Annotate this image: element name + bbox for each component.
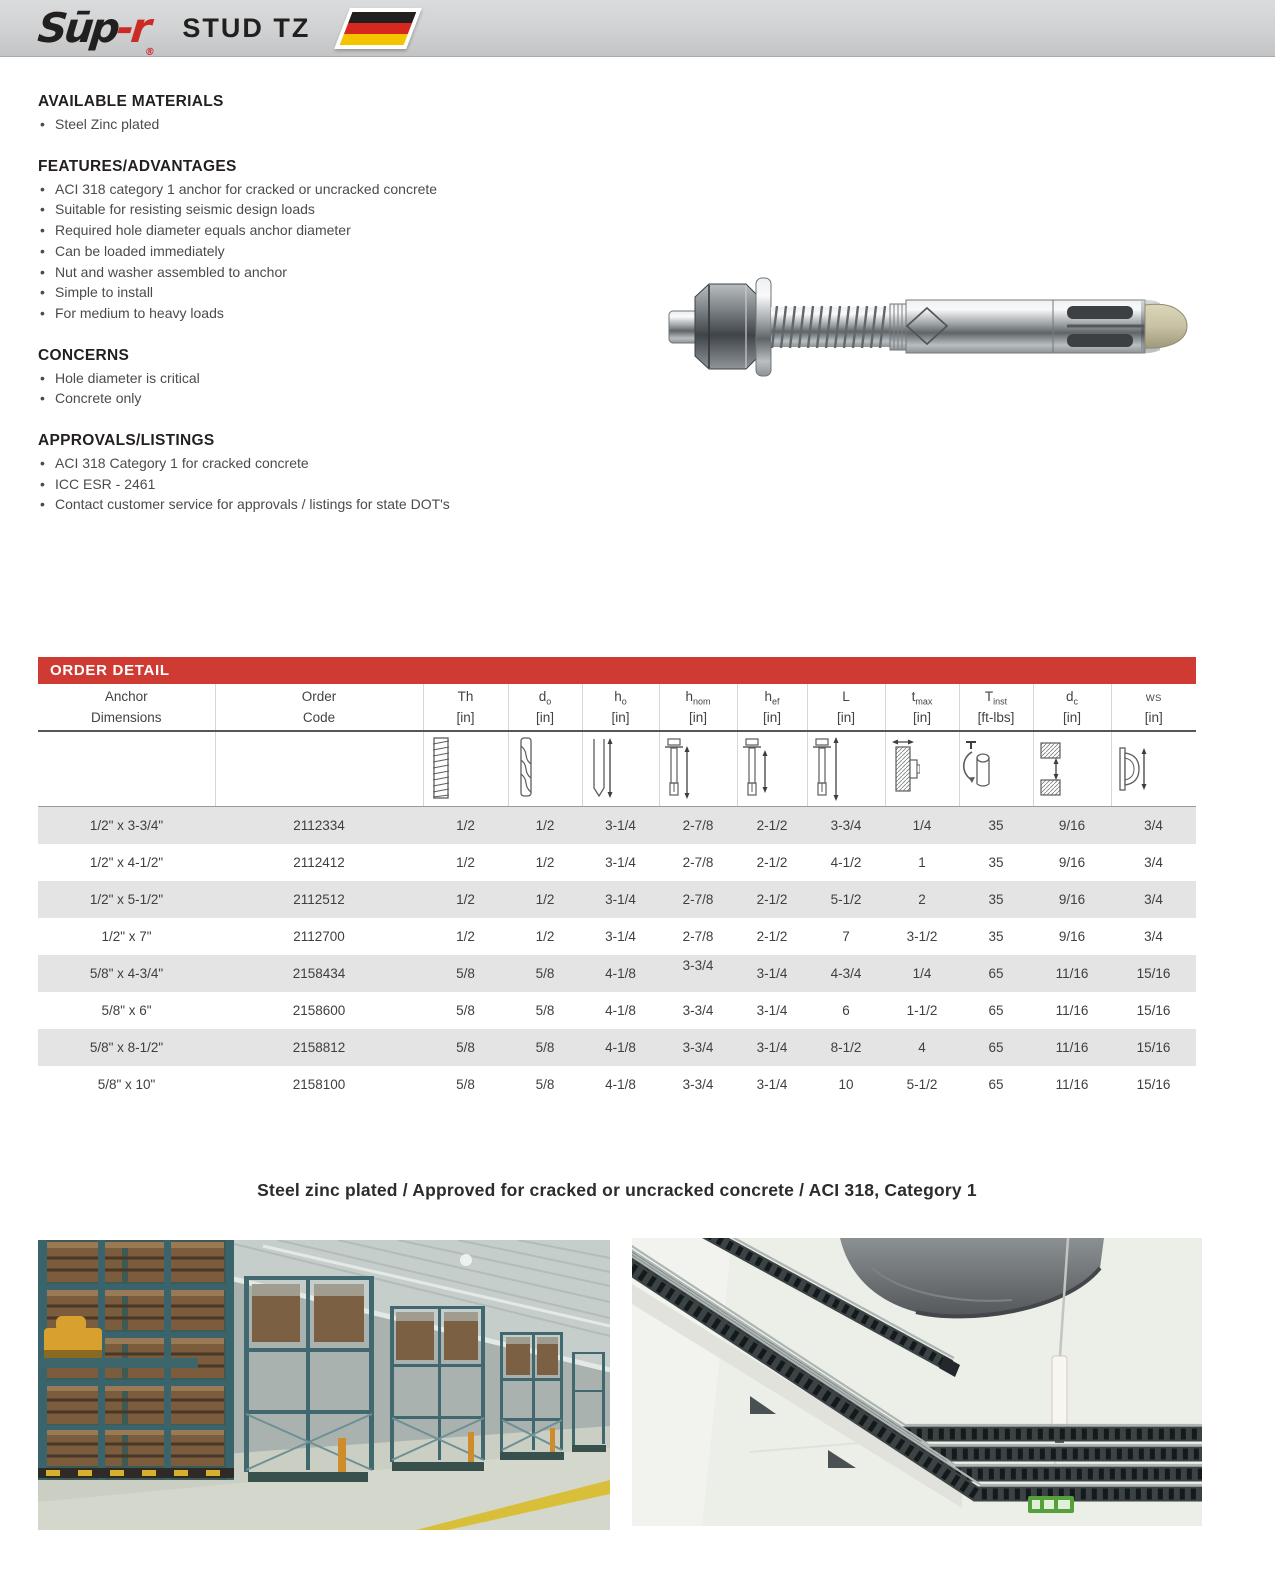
- cell: 1/4: [885, 807, 959, 845]
- list-item: • Steel Zinc plated: [38, 114, 658, 135]
- product-anchor-image: [655, 255, 1195, 405]
- cell: 6: [842, 1003, 850, 1018]
- legend-cell: [885, 731, 959, 807]
- spacer-cell: [215, 731, 423, 807]
- table-row: [38, 844, 1196, 881]
- cell: 8-1/2: [807, 1029, 885, 1066]
- order-detail-header-bar: ORDER DETAIL: [38, 657, 1196, 684]
- cell: 2-1/2: [756, 929, 788, 944]
- column-header-tinst: $T_{inst}$ [ft-lbs]: [959, 684, 1033, 731]
- table-row: [38, 807, 1196, 845]
- cell: 1/2: [535, 855, 555, 870]
- list-item: • Simple to install: [38, 282, 658, 303]
- list-item: • For medium to heavy loads: [38, 303, 658, 324]
- cell: 2112334: [215, 807, 423, 845]
- concerns-list: [38, 368, 658, 409]
- cell: 65: [988, 1003, 1004, 1018]
- cell: 3/4: [1144, 855, 1163, 870]
- drilled-hole-depth-icon: [583, 736, 617, 802]
- cell: 35: [988, 855, 1004, 870]
- column-header-do: $d_o$ [in]: [508, 684, 582, 731]
- section-title-approvals: APPROVALS/LISTINGS: [38, 432, 215, 450]
- warehouse-photo: [38, 1240, 610, 1530]
- cell: 2-1/2: [756, 855, 788, 870]
- info-sections: [38, 92, 658, 537]
- cell: 35: [988, 929, 1004, 944]
- cell: 5/8: [508, 955, 582, 992]
- fixture-thickness-icon: [886, 736, 920, 802]
- cell: 5/8" x 4-3/4": [38, 955, 215, 992]
- brand-logo-suffix: -r: [114, 3, 151, 52]
- cell: 1/2: [508, 881, 582, 918]
- cell: 1/2" x 7": [101, 929, 152, 944]
- section-title-concerns: CONCERNS: [38, 346, 130, 364]
- cell: 1/4: [885, 955, 959, 992]
- cell: 2-7/8: [659, 807, 737, 845]
- cell: 5/8" x 10": [97, 1077, 156, 1092]
- cell: 3/4: [1111, 807, 1196, 845]
- column-header-row: [38, 684, 1196, 731]
- table-row: [38, 992, 1196, 1029]
- column-header-tmax: $t_{max}$ [in]: [885, 684, 959, 731]
- cell: 5/8" x 6": [101, 1003, 152, 1018]
- cell: 3-3/4: [659, 1029, 737, 1066]
- anchor-length-icon: [808, 736, 842, 802]
- legend-cell: [508, 731, 582, 807]
- list-item: • Contact customer service for approvals / listings for state DOT's: [38, 494, 658, 515]
- cell: 1/2: [508, 807, 582, 845]
- cell: 11/16: [1055, 1077, 1089, 1092]
- cell: 3-1/4: [737, 1029, 807, 1066]
- cell: 5/8" x 8-1/2": [38, 1029, 215, 1066]
- cell: 4-1/8: [605, 1077, 636, 1092]
- legend-cell: [582, 731, 659, 807]
- cell: 5/8: [535, 1077, 555, 1092]
- cell: 5/8: [423, 955, 508, 992]
- cell: 5-1/2: [807, 881, 885, 918]
- cell: 65: [959, 955, 1033, 992]
- table-row: [38, 1029, 1196, 1066]
- cell: 2-7/8: [682, 855, 714, 870]
- cell: 65: [988, 1077, 1004, 1092]
- cell: 11/16: [1033, 1029, 1111, 1066]
- cell: 9/16: [1058, 855, 1086, 870]
- materials-list: [38, 114, 658, 135]
- cell: 2112412: [293, 855, 345, 870]
- table-row: [38, 955, 1196, 992]
- section-title-available-materials: AVAILABLE MATERIALS: [38, 93, 224, 110]
- legend-cell: [959, 731, 1033, 807]
- table-row: [38, 918, 1196, 955]
- column-header-dc: $d_c$ [in]: [1033, 684, 1111, 731]
- german-flag-icon: [334, 8, 422, 49]
- page-title: STUD TZ: [182, 12, 311, 43]
- cell: 2-1/2: [737, 807, 807, 845]
- cell: 3-1/4: [756, 1077, 788, 1092]
- cell: 2158812: [215, 1029, 423, 1066]
- cell: 3-1/4: [605, 929, 636, 944]
- cell: 1/2: [456, 855, 475, 870]
- threaded-rod-icon: [424, 736, 458, 802]
- cell: 3-1/4: [737, 955, 807, 992]
- cell: 3-1/4: [605, 855, 636, 870]
- cell: 4-3/4: [807, 955, 885, 992]
- cell: 1/2: [423, 807, 508, 845]
- cell: 3-3/4: [682, 1077, 714, 1092]
- cell: 3-1/2: [906, 929, 938, 944]
- list-item: • Required hole diameter equals anchor diameter: [38, 220, 658, 241]
- cell: 4-1/8: [582, 955, 659, 992]
- column-header-ho: $h_o$ [in]: [582, 684, 659, 731]
- column-header-hef: $h_{ef}$ [in]: [737, 684, 807, 731]
- cell: 9/16: [1033, 881, 1111, 918]
- cell: 5/8: [456, 1003, 475, 1018]
- brand-logo-text: Sūp: [35, 3, 120, 52]
- list-item: • Concrete only: [38, 388, 658, 409]
- order-detail-table: [38, 684, 1196, 1103]
- summary-caption: Steel zinc plated / Approved for cracked or uncracked concrete / ACI 318, Category 1: [257, 1179, 977, 1200]
- legend-cell: [423, 731, 508, 807]
- cell: 10: [838, 1077, 854, 1092]
- anchor-effective-embedment-icon: [738, 736, 772, 802]
- cell: 5/8: [535, 1003, 555, 1018]
- column-header-ws: WS [in]: [1111, 684, 1196, 731]
- cell: 2158100: [292, 1077, 346, 1092]
- cell: 2: [885, 881, 959, 918]
- cell: 1/2" x 5-1/2": [38, 881, 215, 918]
- cell: 2158600: [292, 1003, 346, 1018]
- order-detail-section: [38, 657, 1196, 1103]
- brand-logo: [35, 3, 161, 58]
- cell: 1/2: [423, 881, 508, 918]
- anchor-nominal-embedment-icon: [660, 736, 694, 802]
- cell: 4-1/2: [830, 855, 862, 870]
- cell: 2112700: [293, 929, 345, 944]
- cell: 3-3/4: [659, 955, 737, 992]
- cell: 2112512: [215, 881, 423, 918]
- installation-torque-icon: [960, 736, 998, 802]
- cell: 3-3/4: [682, 1003, 714, 1018]
- cell: 2-1/2: [737, 881, 807, 918]
- washer-outer-diameter-icon: [1112, 736, 1152, 802]
- cell: 5/8: [508, 1029, 582, 1066]
- cell: 11/16: [1033, 955, 1111, 992]
- list-item: • Suitable for resisting seismic design loads: [38, 199, 658, 220]
- warehouse-scene: [38, 1240, 610, 1530]
- cell: 15/16: [1136, 1077, 1171, 1092]
- cell: 9/16: [1033, 807, 1111, 845]
- cell: 9/16: [1058, 929, 1086, 944]
- legend-cell: [737, 731, 807, 807]
- legend-cell: [1033, 731, 1111, 807]
- cell: 5/8: [423, 1029, 508, 1066]
- section-title-features: FEATURES/ADVANTAGES: [38, 157, 237, 175]
- spacer-cell: [38, 731, 215, 807]
- cell: 1/2: [535, 929, 555, 944]
- cell: 3-1/4: [582, 807, 659, 845]
- cell: 1/2" x 3-3/4": [38, 807, 215, 845]
- table-row: [38, 1066, 1196, 1103]
- cell: 7: [842, 929, 850, 944]
- list-item: • ICC ESR - 2461: [38, 474, 658, 495]
- registered-trademark: ®: [144, 46, 156, 58]
- cell: 15/16: [1111, 1029, 1196, 1066]
- cell: 2-7/8: [659, 881, 737, 918]
- legend-cell: [1111, 731, 1196, 807]
- list-item: • Can be loaded immediately: [38, 241, 658, 262]
- cell: 2-7/8: [682, 929, 714, 944]
- cell: 65: [959, 1029, 1033, 1066]
- list-item: • Hole diameter is critical: [38, 368, 658, 389]
- brand-block: [35, 0, 414, 58]
- cell: 3-3/4: [807, 807, 885, 845]
- exit-sign: [1028, 1496, 1074, 1513]
- cell: 3/4: [1144, 929, 1163, 944]
- legend-cell: [807, 731, 885, 807]
- cell: 3-1/4: [756, 1003, 788, 1018]
- column-header-length: L [in]: [807, 684, 885, 731]
- cell: 35: [959, 881, 1033, 918]
- table-row: [38, 881, 1196, 918]
- cell: 3/4: [1111, 881, 1196, 918]
- header-banner: [0, 0, 1275, 57]
- cell: 35: [959, 807, 1033, 845]
- approvals-list: [38, 453, 658, 515]
- column-header-anchor-dimensions: Anchor Dimensions: [90, 689, 162, 725]
- legend-cell: [659, 731, 737, 807]
- column-header-order-code: Order Code: [215, 684, 423, 731]
- ceiling-scene: [632, 1238, 1202, 1526]
- cell: 4-1/8: [582, 1029, 659, 1066]
- cell: 1: [918, 855, 926, 870]
- list-item: • Nut and washer assembled to anchor: [38, 262, 658, 283]
- drill-bit-icon: [509, 736, 543, 802]
- cell: 15/16: [1111, 955, 1196, 992]
- features-list: [38, 179, 658, 324]
- list-item: • ACI 318 Category 1 for cracked concrete: [38, 453, 658, 474]
- ceiling-installation-photo: [632, 1238, 1202, 1526]
- column-header-hnom: $h_{nom}$ [in]: [659, 684, 737, 731]
- column-header-th: Th [in]: [423, 684, 508, 731]
- legend-icon-row: [38, 731, 1196, 807]
- cell: 11/16: [1055, 1003, 1089, 1018]
- cell: 5-1/2: [906, 1077, 938, 1092]
- cell: 1/2: [456, 929, 475, 944]
- wedge-anchor-illustration: [655, 255, 1195, 405]
- cell: 1-1/2: [906, 1003, 938, 1018]
- cell: 15/16: [1136, 1003, 1171, 1018]
- cell: 4: [885, 1029, 959, 1066]
- list-item: • ACI 318 category 1 anchor for cracked or uncracked concrete: [38, 179, 658, 200]
- cell: 3-1/4: [582, 881, 659, 918]
- edge-distance-icon: [1034, 736, 1068, 802]
- cell: 1/2" x 4-1/2": [89, 855, 164, 870]
- cell: 5/8: [456, 1077, 475, 1092]
- cell: 4-1/8: [605, 1003, 636, 1018]
- cell: 2158434: [215, 955, 423, 992]
